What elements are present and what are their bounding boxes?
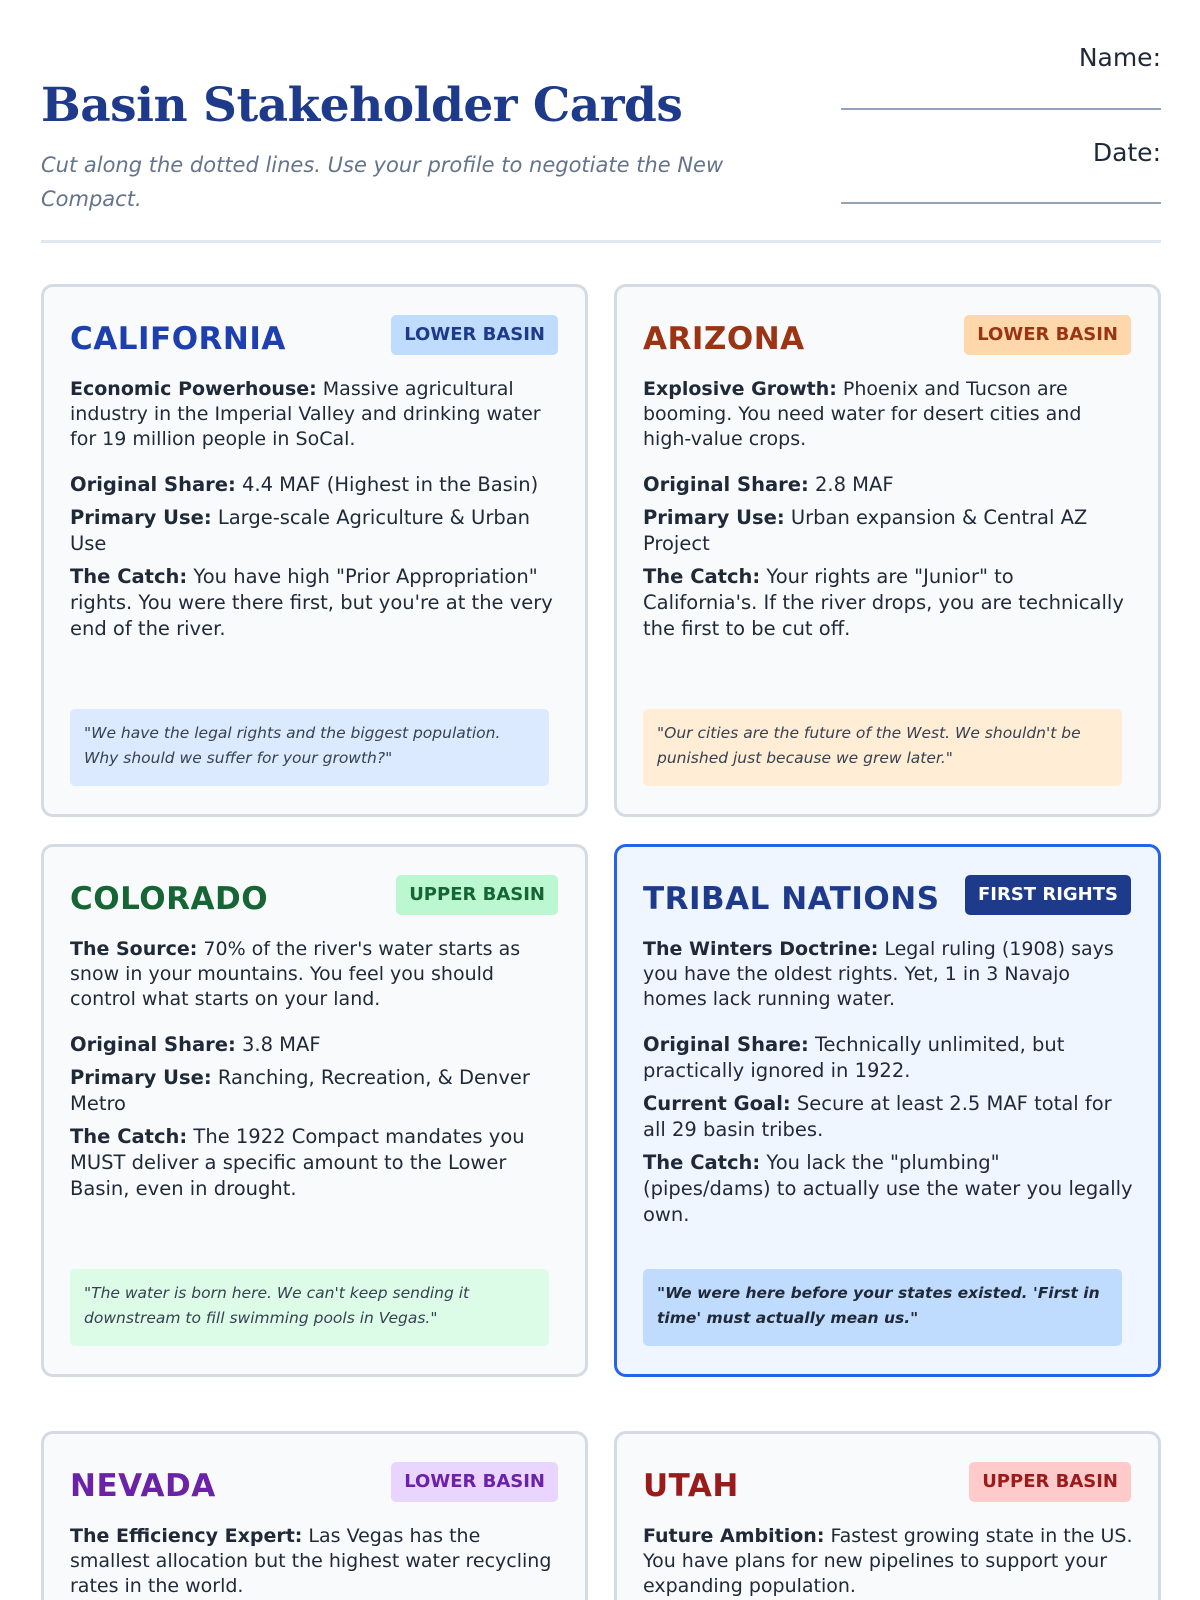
intro-label: The Winters Doctrine: <box>643 938 879 960</box>
page-header <box>41 40 1161 243</box>
page-title: Basin Stakeholder Cards <box>41 78 683 133</box>
stakeholder-card <box>614 284 1161 817</box>
card-fact <box>70 1065 560 1117</box>
card-body <box>643 377 1133 649</box>
intro-label: Explosive Growth: <box>643 378 837 400</box>
card-body <box>643 1524 1133 1600</box>
intro-text: Las Vegas has the smallest allocation but the highest water recycling rates in the world. <box>70 1525 552 1597</box>
stakeholder-card <box>41 284 588 817</box>
fact-text: Large-scale Agriculture & Urban Use <box>70 506 531 555</box>
fact-text: You have high "Prior Appropriation" rights. You were there first, but you're at the very end of the river. <box>70 565 553 640</box>
card-fact <box>70 564 560 642</box>
card-intro <box>643 937 1133 1012</box>
stakeholder-name: NEVADA <box>70 1468 216 1504</box>
fact-label: Original Share: <box>643 1033 809 1056</box>
intro-label: The Efficiency Expert: <box>70 1525 303 1547</box>
fact-text: 2.8 MAF <box>808 473 894 496</box>
fact-label: The Catch: <box>643 1151 761 1174</box>
intro-label: The Source: <box>70 938 198 960</box>
stakeholder-name: COLORADO <box>70 881 269 917</box>
fact-text: 4.4 MAF (Highest in the Basin) <box>235 473 539 496</box>
basin-badge: UPPER BASIN <box>396 875 558 915</box>
stakeholder-name: ARIZONA <box>643 321 805 357</box>
card-intro <box>70 377 560 452</box>
intro-text: 70% of the river's water starts as snow in your mountains. You feel you should control what starts on your land. <box>70 938 521 1010</box>
stakeholder-quote: "Our cities are the future of the West. We shouldn't be punished just because we grew later." <box>643 709 1122 786</box>
card-intro <box>643 377 1133 452</box>
fact-text: Your rights are "Junior" to California's. If the river drops, you are technically the first to be cut off. <box>643 565 1124 640</box>
fact-label: Primary Use: <box>70 1066 212 1089</box>
intro-text: Massive agricultural industry in the Imperial Valley and drinking water for 19 million people in SoCal. <box>70 378 541 450</box>
fact-label: Current Goal: <box>643 1092 791 1115</box>
stakeholder-name: TRIBAL NATIONS <box>643 881 940 917</box>
card-body <box>70 937 560 1209</box>
stakeholder-quote: "We have the legal rights and the biggest population. Why should we suffer for your growth?" <box>70 709 549 786</box>
card-body <box>70 377 560 649</box>
card-fact <box>643 472 1133 498</box>
card-fact <box>643 505 1133 557</box>
card-intro <box>70 1524 560 1599</box>
fact-text: Secure at least 2.5 MAF total for all 29 basin tribes. <box>643 1092 1112 1141</box>
stakeholder-name: UTAH <box>643 1468 739 1504</box>
fact-text: 3.8 MAF <box>235 1033 321 1056</box>
card-fact <box>643 564 1133 642</box>
basin-badge: UPPER BASIN <box>969 1462 1131 1502</box>
card-intro <box>70 937 560 1012</box>
fact-text: You lack the "plumbing" (pipes/dams) to actually use the water you legally own. <box>643 1151 1133 1226</box>
card-intro <box>643 1524 1133 1599</box>
intro-text: Fastest growing state in the US. You have plans for new pipelines to support your expanding population. <box>643 1525 1133 1597</box>
card-fact <box>70 472 560 498</box>
stakeholder-card <box>614 1431 1161 1600</box>
intro-text: Legal ruling (1908) says you have the oldest rights. Yet, 1 in 3 Navajo homes lack running water. <box>643 938 1114 1010</box>
fact-label: Original Share: <box>70 473 236 496</box>
stakeholder-quote: "The water is born here. We can't keep sending it downstream to fill swimming pools in Vegas." <box>70 1269 549 1346</box>
fact-label: Primary Use: <box>643 506 785 529</box>
date-field[interactable] <box>841 110 1161 204</box>
intro-label: Economic Powerhouse: <box>70 378 317 400</box>
intro-label: Future Ambition: <box>643 1525 825 1547</box>
card-body <box>70 1524 560 1600</box>
fact-label: Original Share: <box>643 473 809 496</box>
page-subtitle: Cut along the dotted lines. Use your profile to negotiate the New Compact. <box>41 153 724 211</box>
basin-badge: LOWER BASIN <box>391 315 558 355</box>
fact-label: Primary Use: <box>70 506 212 529</box>
card-fact <box>643 1150 1133 1228</box>
date-label: Date: <box>1092 138 1161 167</box>
card-fact <box>70 1032 560 1058</box>
basin-badge: LOWER BASIN <box>964 315 1131 355</box>
stakeholder-quote: "We were here before your states existed. 'First in time' must actually mean us." <box>643 1269 1122 1346</box>
fact-text: Urban expansion & Central AZ Project <box>643 506 1088 555</box>
basin-badge: FIRST RIGHTS <box>965 875 1131 915</box>
fact-label: The Catch: <box>643 565 761 588</box>
fact-label: Original Share: <box>70 1033 236 1056</box>
card-fact <box>70 1124 560 1202</box>
stakeholder-card <box>41 1431 588 1600</box>
fact-label: The Catch: <box>70 1125 188 1148</box>
fact-text: The 1922 Compact mandates you MUST deliver a specific amount to the Lower Basin, even in drought. <box>70 1125 525 1200</box>
stakeholder-card <box>614 844 1161 1377</box>
stakeholder-card <box>41 844 588 1377</box>
card-body <box>643 937 1133 1235</box>
card-fact <box>643 1032 1133 1084</box>
card-fact <box>643 1091 1133 1143</box>
name-field[interactable] <box>841 40 1161 110</box>
intro-text: Phoenix and Tucson are booming. You need water for desert cities and high-value crops. <box>643 378 1082 450</box>
fact-text: Technically unlimited, but practically ignored in 1922. <box>643 1033 1065 1082</box>
card-fact <box>70 505 560 557</box>
student-info <box>841 40 1161 204</box>
stakeholder-name: CALIFORNIA <box>70 321 286 357</box>
name-label: Name: <box>1078 43 1161 72</box>
fact-label: The Catch: <box>70 565 188 588</box>
fact-text: Ranching, Recreation, & Denver Metro <box>70 1066 530 1115</box>
basin-badge: LOWER BASIN <box>391 1462 558 1502</box>
